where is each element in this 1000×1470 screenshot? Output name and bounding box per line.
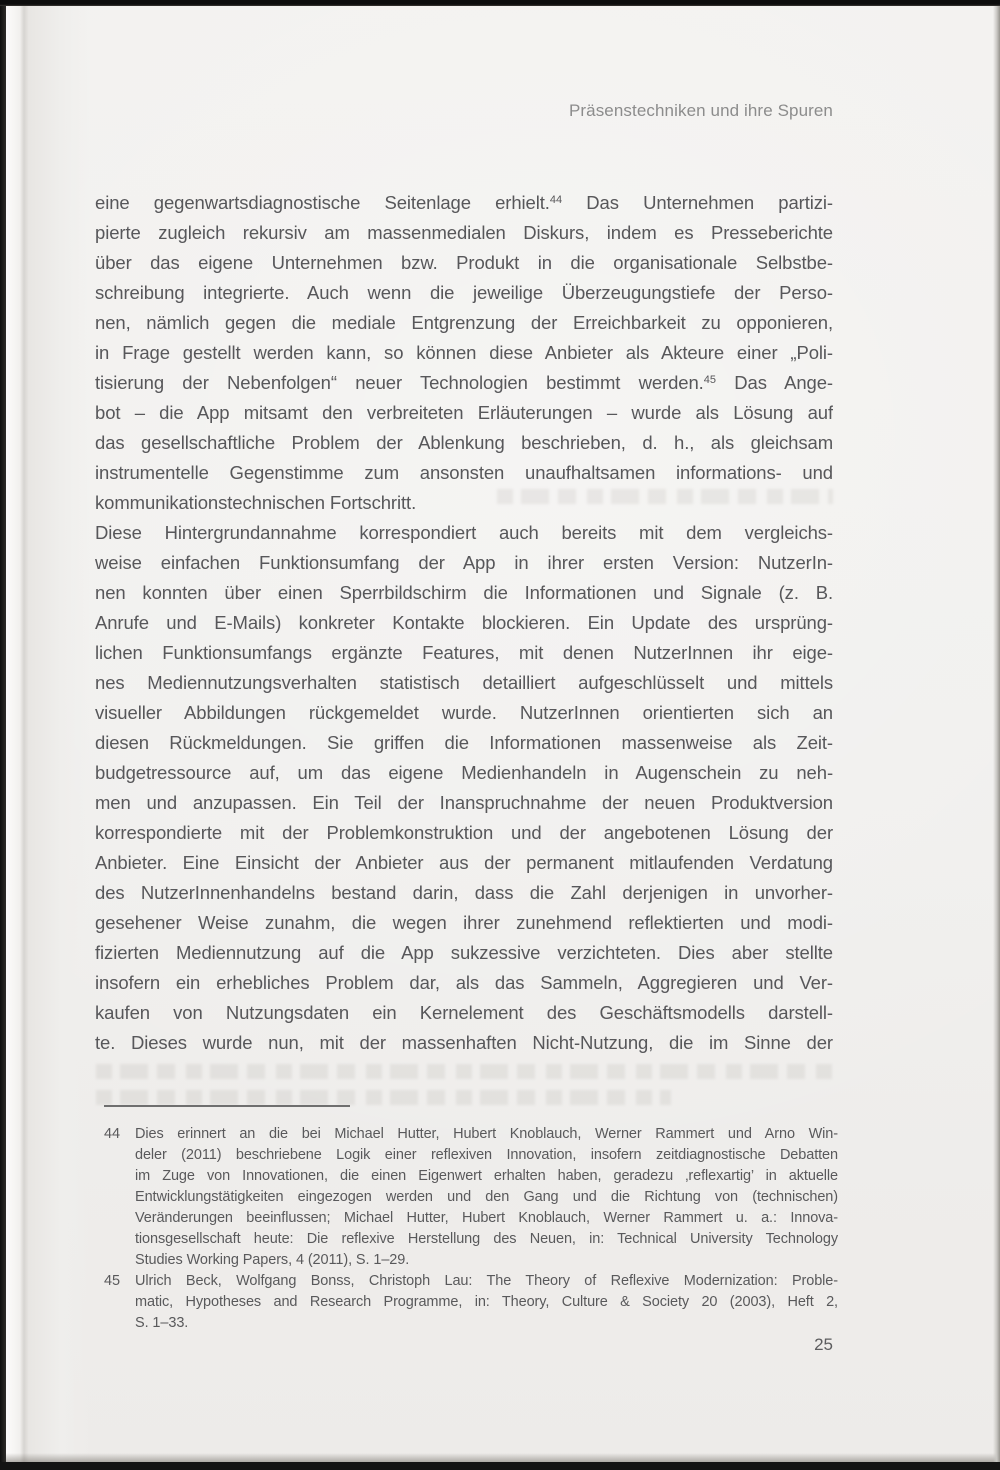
footnote-text-line: Dies erinnert an die bei Michael Hutter, Hubert Knoblauch, Werner Rammert und Arno Win- bbox=[135, 1126, 838, 1142]
body-text-line: korrespondierte mit der Problemkonstruktion und der angebotenen Lösung der bbox=[95, 822, 833, 843]
footnote-text-line: im Zuge von Innovationen, die einen Eigenwert erhalten haben, geradezu ‚reflexartig’ in aktuelle bbox=[135, 1168, 838, 1184]
page-number: 25 bbox=[814, 1335, 833, 1354]
bleedthrough-ghost bbox=[96, 1090, 671, 1105]
scan-bottom-edge bbox=[0, 1462, 1000, 1470]
bleedthrough-ghost bbox=[497, 489, 833, 504]
body-text-line: in Frage gestellt werden kann, so können diese Anbieter als Akteure einer „Poli- bbox=[95, 342, 833, 363]
body-text bbox=[95, 188, 833, 1058]
body-text-line: men und anzupassen. Ein Teil der Inanspruchnahme der neuen Produktversion bbox=[95, 792, 833, 813]
body-text-line: Anbieter. Eine Einsicht der Anbieter aus der permanent mitlaufenden Verdatung bbox=[95, 852, 833, 873]
footnote-text-line: deler (2011) beschriebene Logik einer reflexiven Innovation, insofern zeitdiagnostische Debatten bbox=[135, 1147, 838, 1163]
footnote-text-line: Ulrich Beck, Wolfgang Bonss, Christoph Lau: The Theory of Reflexive Modernization: Proble- bbox=[135, 1273, 838, 1289]
footnote-text-line: S. 1–33. bbox=[135, 1315, 189, 1331]
footnote bbox=[104, 1124, 838, 1271]
body-text-line: nen, nämlich gegen die mediale Entgrenzung der Erreichbarkeit zu opponieren, bbox=[95, 312, 833, 333]
body-text-line: te. Dieses wurde nun, mit der massenhaften Nicht-Nutzung, die im Sinne der bbox=[95, 1032, 833, 1053]
running-head: Präsenstechniken und ihre Spuren bbox=[568, 101, 833, 120]
body-text-line: lichen Funktionsumfangs ergänzte Features, mit denen NutzerInnen ihr eige- bbox=[95, 642, 833, 663]
body-text-line: gesehener Weise zunahm, die wegen ihrer zunehmend reflektierten und modi- bbox=[95, 912, 833, 933]
body-text-line: über das eigene Unternehmen bzw. Produkt in die organisationale Selbstbe- bbox=[95, 252, 833, 273]
bleedthrough-ghost bbox=[96, 1064, 833, 1079]
body-text-line: Diese Hintergrundannahme korrespondiert auch bereits mit dem vergleichs- bbox=[95, 522, 833, 543]
page-bottom-shadow bbox=[0, 1453, 1000, 1462]
body-text-line: pierte zugleich rekursiv am massenmedialen Diskurs, indem es Presseberichte bbox=[95, 222, 833, 243]
footnotes bbox=[104, 1124, 838, 1334]
footnote-text bbox=[135, 1124, 838, 1271]
body-text-line: instrumentelle Gegenstimme zum ansonsten unaufhaltsamen informations- und bbox=[95, 462, 833, 483]
footnote-text-line: matic, Hypotheses and Research Programme, in: Theory, Culture & Society 20 (2003), Heft 2, bbox=[135, 1294, 838, 1310]
body-text-line: kommunikationstechnischen Fortschritt. bbox=[95, 492, 417, 513]
footnote-text-line: Studies Working Papers, 4 (2011), S. 1–29. bbox=[135, 1252, 410, 1268]
body-text-line: das gesellschaftliche Problem der Ablenkung beschrieben, d. h., als gleichsam bbox=[95, 432, 833, 453]
body-text-line: nen konnten über einen Sperrbildschirm die Informationen und Signale (z. B. bbox=[95, 582, 833, 603]
body-text-line: insofern ein erhebliches Problem dar, als das Sammeln, Aggregieren und Ver- bbox=[95, 972, 833, 993]
body-text-line: des NutzerInnenhandelns bestand darin, dass die Zahl derjenigen in unvorher- bbox=[95, 882, 833, 903]
scan-top-edge bbox=[0, 0, 1000, 6]
body-text-line: nes Mediennutzungsverhalten statistisch detailliert aufgeschlüsselt und mittels bbox=[95, 672, 833, 693]
footnote-text-line: Entwicklungstätigkeiten eingezogen werden und den Gang und die Richtung von (technischen) bbox=[135, 1189, 838, 1205]
body-text-line: eine gegenwartsdiagnostische Seitenlage erhielt.$^{44}$ Das Unternehmen partizi- bbox=[95, 192, 833, 213]
footnote-reference: 44 bbox=[549, 194, 563, 206]
footnote-text bbox=[135, 1271, 838, 1334]
footnote-number: 44 bbox=[104, 1126, 120, 1142]
footnote bbox=[104, 1271, 838, 1334]
gutter-shadow bbox=[6, 0, 90, 1470]
body-text-line: fizierten Mediennutzung auf die App sukzessive verzichteten. Dies aber stellte bbox=[95, 942, 833, 963]
body-text-line: weise einfachen Funktionsumfang der App in ihrer ersten Version: NutzerIn- bbox=[95, 552, 833, 573]
body-text-line: kaufen von Nutzungsdaten ein Kernelement des Geschäftsmodells darstell- bbox=[95, 1002, 833, 1023]
footnote-reference: 45 bbox=[703, 374, 716, 386]
footnote-separator bbox=[104, 1105, 350, 1107]
footnote-number: 45 bbox=[104, 1273, 120, 1289]
body-text-line: Anrufe und E-Mails) konkreter Kontakte blockieren. Ein Update des ursprüng- bbox=[95, 612, 833, 633]
body-text-line: bot – die App mitsamt den verbreiteten Erläuterungen – wurde als Lösung auf bbox=[95, 402, 833, 423]
book-binding-edge bbox=[0, 0, 6, 1470]
page-right-edge bbox=[993, 0, 1000, 1470]
footnote-text-line: Veränderungen beeinflussen; Michael Hutter, Hubert Knoblauch, Werner Rammert u. a.: Innova- bbox=[135, 1210, 838, 1226]
body-text-line: schreibung integrierte. Auch wenn die jeweilige Überzeugungstiefe der Perso- bbox=[95, 282, 833, 303]
body-text-line: visueller Abbildungen rückgemeldet wurde. NutzerInnen orientierten sich an bbox=[95, 702, 833, 723]
body-text-line: diesen Rückmeldungen. Sie griffen die Informationen massenweise als Zeit- bbox=[95, 732, 833, 753]
body-text-line: tisierung der Nebenfolgen“ neuer Technologien bestimmt werden.$^{45}$ Das Ange- bbox=[95, 372, 833, 393]
body-text-line: budgetressource auf, um das eigene Medienhandeln in Augenschein zu neh- bbox=[95, 762, 833, 783]
footnote-text-line: tionsgesellschaft heute: Die reflexive Herstellung des Neuen, in: Technical University Technology bbox=[135, 1231, 838, 1247]
